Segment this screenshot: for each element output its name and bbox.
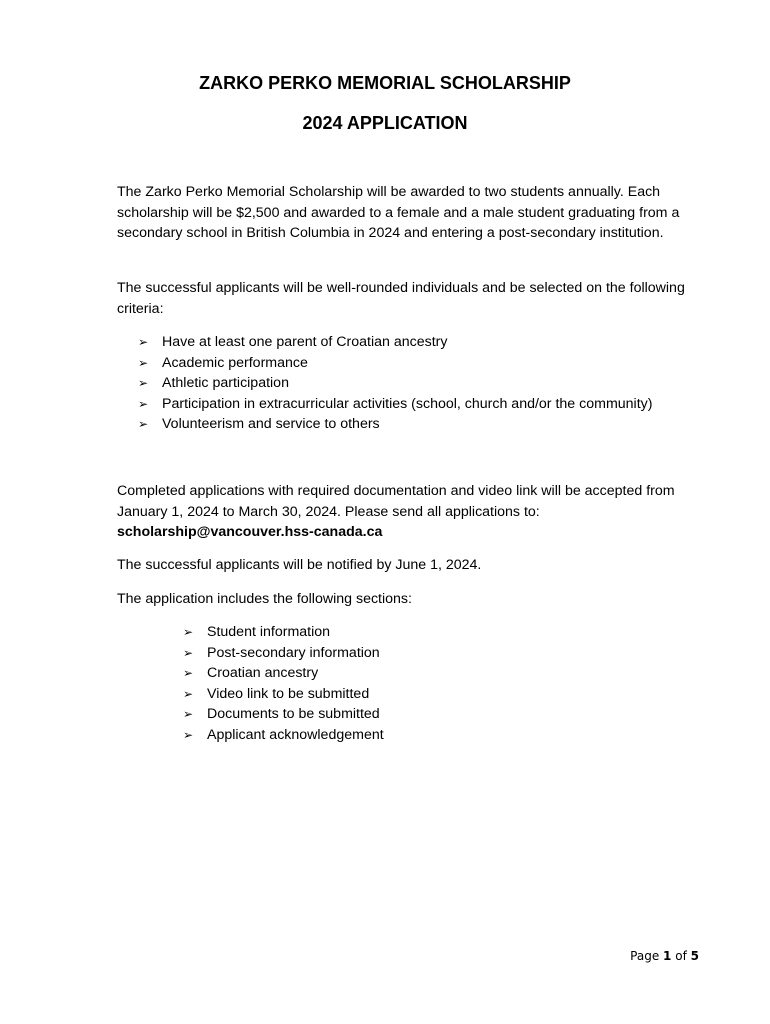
page-number-footer (630, 948, 699, 964)
criteria-item-text: Athletic participation (162, 375, 289, 392)
list-item (183, 663, 384, 684)
of-word: of (675, 949, 687, 963)
section-item-text: Applicant acknowledgement (207, 726, 384, 743)
sections-intro-paragraph: The application includes the following sections: (117, 591, 412, 607)
arrow-bullet-icon: ➢ (138, 396, 149, 411)
criteria-item-text: Participation in extracurricular activities (school, church and/or the community) (162, 395, 653, 412)
arrow-bullet-icon: ➢ (183, 666, 194, 681)
list-item (183, 643, 384, 664)
list-item (138, 394, 652, 415)
document-title: ZARKO PERKO MEMORIAL SCHOLARSHIP (199, 73, 571, 93)
criteria-item-text: Volunteerism and service to others (162, 416, 380, 433)
arrow-bullet-icon: ➢ (183, 645, 194, 660)
document-subtitle: 2024 APPLICATION (302, 113, 468, 133)
list-item (183, 684, 384, 705)
list-item (138, 414, 652, 435)
arrow-bullet-icon: ➢ (138, 417, 149, 432)
email-link[interactable]: scholarship@vancouver.hss-canada.ca (117, 524, 383, 541)
criteria-item-text: Have at least one parent of Croatian ancestry (162, 334, 448, 350)
applications-paragraph (117, 481, 697, 543)
section-item-text: Video link to be submitted (207, 685, 370, 702)
section-item-text: Croatian ancestry (207, 665, 319, 682)
applications-text: Completed applications with required documentation and video link will be accepted from January 1, 2024 to March 30, 2024. Please send all applications to: (117, 483, 675, 520)
list-item (183, 725, 384, 746)
arrow-bullet-icon: ➢ (138, 376, 149, 391)
arrow-bullet-icon: ➢ (138, 335, 149, 349)
arrow-bullet-icon: ➢ (183, 625, 194, 639)
list-item (138, 332, 652, 353)
arrow-bullet-icon: ➢ (138, 355, 149, 370)
criteria-list (138, 332, 652, 435)
sections-list (183, 622, 384, 746)
list-item (138, 373, 652, 394)
arrow-bullet-icon: ➢ (183, 686, 194, 701)
list-item (183, 704, 384, 725)
current-page-number: 1 (663, 949, 672, 963)
intro-paragraph: The Zarko Perko Memorial Scholarship will be awarded to two students annually. Each scholarship will be $2,500 and awarded to a female and a male student graduating from a secondary school in British Columbia in 2024 and entering a post-secondary institution. (117, 184, 680, 242)
arrow-bullet-icon: ➢ (183, 707, 194, 722)
notification-paragraph: The successful applicants will be notified by June 1, 2024. (117, 557, 482, 573)
section-item-text: Student information (207, 624, 331, 640)
section-item-text: Documents to be submitted (207, 706, 380, 723)
list-item (138, 353, 652, 374)
page-word: Page (630, 949, 660, 963)
section-item-text: Post-secondary information (207, 644, 380, 661)
criteria-intro-paragraph: The successful applicants will be well-rounded individuals and be selected on the following criteria: (117, 280, 685, 317)
list-item (183, 622, 384, 643)
arrow-bullet-icon: ➢ (183, 727, 194, 742)
criteria-item-text: Academic performance (162, 354, 308, 371)
total-pages-number: 5 (690, 949, 699, 963)
